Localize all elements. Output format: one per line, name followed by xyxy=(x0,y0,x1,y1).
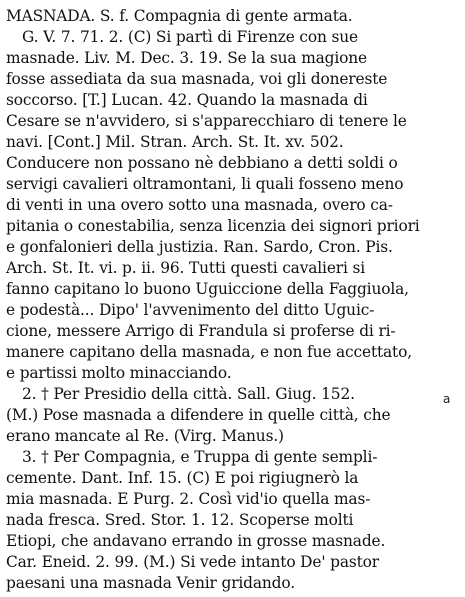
entry-line: Etiopi, che andavano errando in grosse masnade. xyxy=(6,532,386,550)
entry-line: e gonfalonieri della justizia. Ran. Sardo, Cron. Pis. xyxy=(6,238,393,256)
dictionary-entry xyxy=(6,4,459,594)
entry-line: nada fresca. Sred. Stor. 1. 12. Scoperse molti xyxy=(6,511,354,529)
entry-line: G. V. 7. 71. 2. (C) Si partì di Firenze con sue xyxy=(22,28,358,46)
entry-line: 3. † Per Compagnia, e Truppa di gente sempli- xyxy=(22,448,378,466)
entry-line: masnade. Liv. M. Dec. 3. 19. Se la sua magione xyxy=(6,49,367,67)
entry-line: (M.) Pose masnada a difendere in quelle città, che xyxy=(6,406,391,424)
entry-line: Arch. St. It. vi. p. ii. 96. Tutti questi cavalieri si xyxy=(6,259,366,277)
entry-line: fosse assediata da sua masnada, voi gli donereste xyxy=(6,70,388,88)
entry-line: erano mancate al Re. (Virg. Manus.) xyxy=(6,427,284,445)
entry-line: fanno capitano lo buono Uguiccione della Faggiuola, xyxy=(6,280,409,298)
entry-line: Conducere non possano nè debbiano a detti soldi o xyxy=(6,154,398,172)
entry-line: manere capitano della masnada, e non fue accettato, xyxy=(6,343,412,361)
entry-line: pitania o conestabilia, senza licenzia dei signori priori xyxy=(6,217,420,235)
entry-line: mia masnada. E Purg. 2. Così vid'io quella mas- xyxy=(6,490,371,508)
entry-line: MASNADA. S. f. Compagnia di gente armata. xyxy=(6,7,353,25)
entry-line: cione, messere Arrigo di Frandula si proferse di ri- xyxy=(6,322,396,340)
entry-line: cemente. Dant. Inf. 15. (C) E poi rigiugnerò la xyxy=(6,469,359,487)
entry-line: di venti in una overo sotto una masnada, overo ca- xyxy=(6,196,393,214)
entry-line: Car. Eneid. 2. 99. (M.) Si vede intanto De' pastor xyxy=(6,553,379,571)
entry-line: Cesare se n'avvidero, si s'apparecchiaro di tenere le xyxy=(6,112,407,130)
entry-line: e podestà... Dipo' l'avvenimento del ditto Uguic- xyxy=(6,301,375,319)
entry-line: 2. † Per Presidio della città. Sall. Giug. 152. xyxy=(22,385,355,403)
entry-line: paesani una masnada Venir gridando. xyxy=(6,574,295,592)
entry-line: navi. [Cont.] Mil. Stran. Arch. St. It. xv. 502. xyxy=(6,133,344,151)
entry-line: servigi cavalieri oltramontani, li quali fosseno meno xyxy=(6,175,404,193)
entry-line: soccorso. [T.] Lucan. 42. Quando la masnada di xyxy=(6,91,368,109)
entry-line: e partissi molto minacciando. xyxy=(6,364,232,382)
margin-mark: a xyxy=(443,392,451,406)
